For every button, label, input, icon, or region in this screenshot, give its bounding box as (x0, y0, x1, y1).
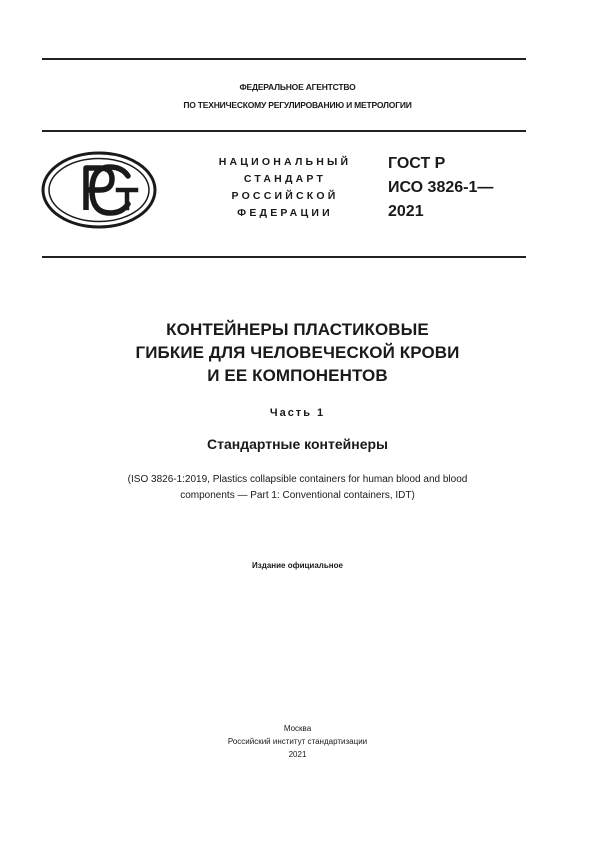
standard-designation (388, 152, 528, 224)
header-rule (42, 130, 526, 132)
national-standard-line-1: НАЦИОНАЛЬНЫЙ (218, 156, 352, 168)
designation-rule (42, 256, 526, 258)
designation-line-3: 2021 (388, 203, 424, 220)
rst-gost-mark-icon (40, 150, 158, 230)
iso-reference-line-2: components — Part 1: Conventional containers, IDT) (180, 490, 415, 501)
imprint-publisher: Российский институт стандартизации (227, 737, 368, 746)
agency-line-1: ФЕДЕРАЛЬНОЕ АГЕНТСТВО (239, 82, 356, 92)
title-line-1: КОНТЕЙНЕРЫ ПЛАСТИКОВЫЕ (166, 320, 429, 339)
title-line-2: ГИБКИЕ ДЛЯ ЧЕЛОВЕЧЕСКОЙ КРОВИ (135, 343, 460, 362)
national-standard-line-3: РОССИЙСКОЙ (231, 190, 339, 202)
document-title (0, 318, 595, 387)
national-standard-line-4: ФЕДЕРАЦИИ (237, 207, 333, 219)
agency-line-2: ПО ТЕХНИЧЕСКОМУ РЕГУЛИРОВАНИЮ И МЕТРОЛОГИИ (183, 100, 412, 110)
iso-reference-line-1: (ISO 3826-1:2019, Plastics collapsible containers for human blood and blood (127, 474, 468, 485)
national-standard-line-2: СТАНДАРТ (243, 173, 327, 185)
top-rule (42, 58, 526, 60)
designation-line-2: ИСО 3826-1— (388, 179, 494, 196)
document-subtitle: Стандартные контейнеры (206, 436, 389, 452)
imprint-year: 2021 (288, 750, 307, 759)
title-line-3: И ЕЕ КОМПОНЕНТОВ (207, 366, 388, 385)
imprint-city: Москва (283, 724, 312, 733)
edition-label: Издание официальное (252, 561, 343, 570)
national-standard-block (205, 154, 365, 222)
iso-reference (50, 472, 545, 504)
part-label: Часть 1 (269, 407, 326, 419)
designation-line-1: ГОСТ Р (388, 155, 446, 172)
imprint (0, 722, 595, 761)
